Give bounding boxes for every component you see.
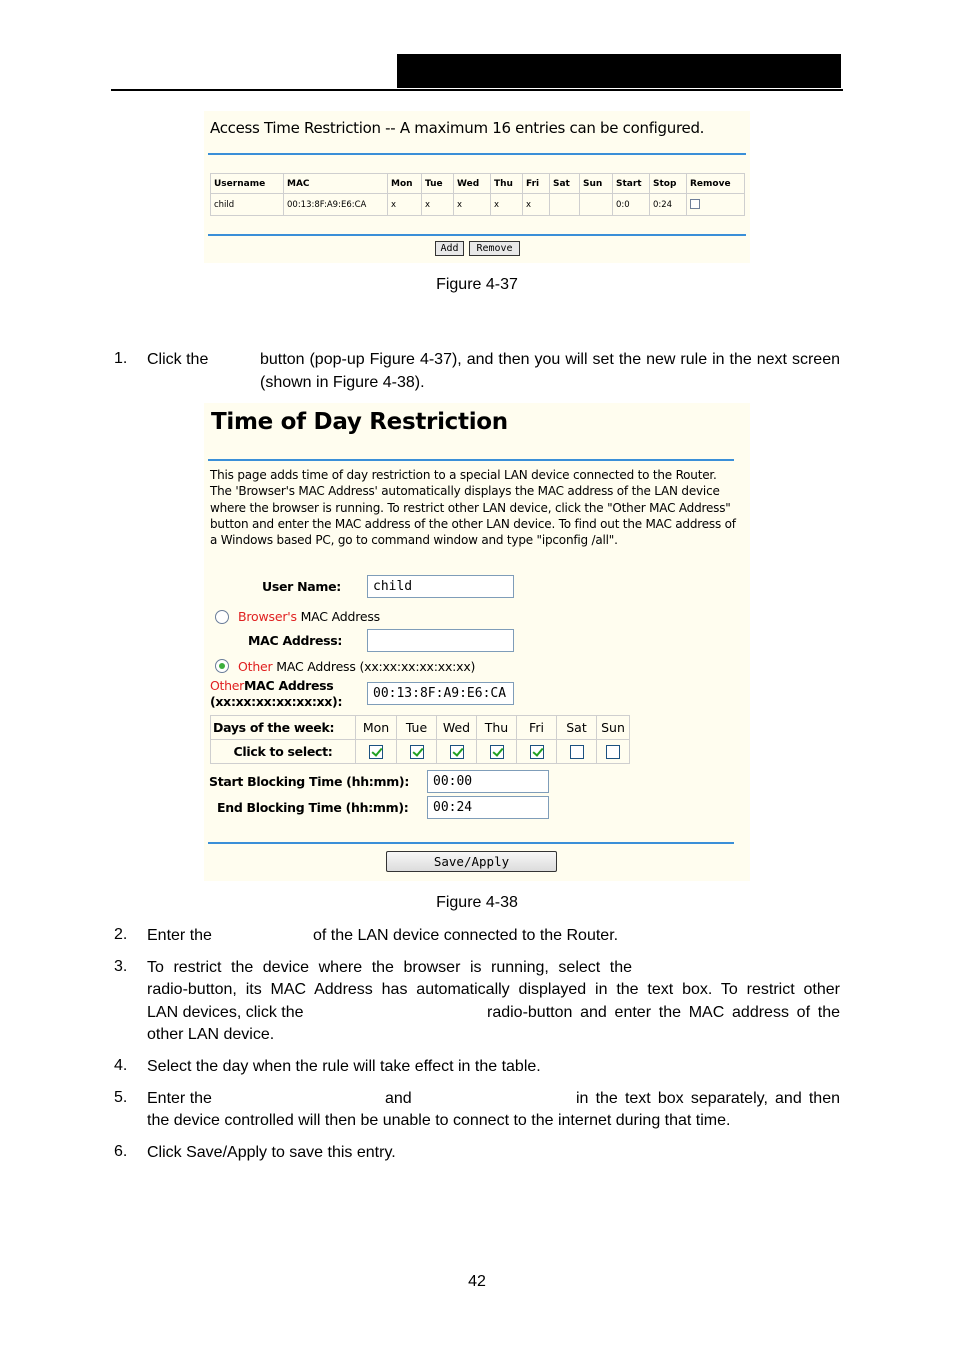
cell-fri: x [523, 194, 550, 216]
cell-wed: x [454, 194, 491, 216]
day-mon: Mon [356, 716, 397, 740]
days-label: Days of the week: [211, 716, 356, 740]
start-time-label: Start Blocking Time (hh:mm): [209, 774, 410, 789]
day-cell [557, 740, 597, 764]
step3-line4: other LAN device. [147, 1026, 275, 1043]
figure37-title: Access Time Restriction -- A maximum 16 entries can be configured. [210, 119, 705, 137]
user-name-label: User Name: [262, 579, 341, 594]
other-mac-label-red: Other [210, 678, 244, 693]
remove-checkbox[interactable] [690, 199, 700, 209]
start-time-input[interactable]: 00:00 [427, 770, 549, 793]
step3-line3a: LAN devices, click the [147, 1004, 304, 1021]
col-thu: Thu [491, 174, 523, 194]
tue-checkbox[interactable] [410, 745, 424, 759]
other-mac-label [210, 678, 342, 710]
step6-number: 6. [114, 1143, 128, 1160]
step5-b: and [385, 1090, 412, 1107]
day-cell [477, 740, 517, 764]
day-tue: Tue [397, 716, 437, 740]
wed-checkbox[interactable] [450, 745, 464, 759]
header-bar [397, 54, 841, 88]
figure38-title: Time of Day Restriction [211, 409, 508, 435]
step1-post: button (pop-up Figure 4-37), and then you will set the new rule in the next screen (shown in Figure 4-38). [260, 351, 840, 391]
figure-access-time-restriction [204, 111, 750, 263]
other-mac-label-line1: MAC Address [244, 678, 334, 693]
figure38-caption: Figure 4-38 [436, 894, 518, 911]
other-mac-input[interactable]: 00:13:8F:A9:E6:CA [367, 682, 514, 705]
days-checkbox-row [211, 740, 630, 764]
days-header-row [211, 716, 630, 740]
thu-checkbox[interactable] [490, 745, 504, 759]
figure-time-of-day-restriction [204, 403, 750, 881]
day-wed: Wed [437, 716, 477, 740]
step2-b: of the LAN device connected to the Router. [313, 927, 619, 944]
other-mac-option [238, 659, 475, 674]
save-apply-button[interactable]: Save/Apply [386, 851, 557, 872]
cell-mon: x [388, 194, 422, 216]
step1-pre: Click the [147, 351, 209, 368]
step4-text: Select the day when the rule will take effect in the table. [147, 1058, 541, 1075]
col-username: Username [211, 174, 284, 194]
day-cell [397, 740, 437, 764]
add-button[interactable]: Add [435, 241, 464, 256]
cell-mac: 00:13:8F:A9:E6:CA [284, 194, 388, 216]
browser-word: Browser's [238, 609, 297, 624]
table-header-row [211, 174, 745, 194]
step5-a: Enter the [147, 1090, 212, 1107]
cell-username: child [211, 194, 284, 216]
click-label: Click to select: [211, 740, 356, 764]
col-stop: Stop [650, 174, 687, 194]
mac-address-input[interactable] [367, 629, 514, 652]
col-sun: Sun [580, 174, 613, 194]
remove-button[interactable]: Remove [469, 241, 520, 256]
cell-start: 0:0 [613, 194, 650, 216]
col-remove: Remove [687, 174, 745, 194]
user-name-input[interactable]: child [367, 575, 514, 598]
col-start: Start [613, 174, 650, 194]
step3-number: 3. [114, 958, 128, 975]
step5-line2: the device controlled will then be unable to connect to the internet during that time. [147, 1112, 731, 1129]
mon-checkbox[interactable] [369, 745, 383, 759]
end-time-label: End Blocking Time (hh:mm): [217, 800, 409, 815]
other-mac-label-line2: (xx:xx:xx:xx:xx:xx): [210, 694, 343, 709]
cell-sun [580, 194, 613, 216]
day-thu: Thu [477, 716, 517, 740]
figure37-caption: Figure 4-37 [436, 276, 518, 293]
step1-number: 1. [114, 350, 128, 367]
end-time-input[interactable]: 00:24 [427, 796, 549, 819]
cell-thu: x [491, 194, 523, 216]
other-rest: MAC Address (xx:xx:xx:xx:xx:xx) [276, 659, 476, 674]
browser-rest: MAC Address [300, 609, 380, 624]
col-tue: Tue [422, 174, 454, 194]
page-number: 42 [468, 1273, 486, 1290]
day-fri: Fri [517, 716, 557, 740]
day-sat: Sat [557, 716, 597, 740]
step3-line2: radio-button, its MAC Address has automatically displayed in the text box. To restrict other [147, 981, 840, 998]
step5-c: in the text box separately, and then [576, 1090, 840, 1107]
cell-sat [550, 194, 580, 216]
divider [208, 842, 734, 844]
divider [208, 234, 746, 236]
browser-mac-option [238, 609, 380, 624]
restriction-table [210, 173, 745, 216]
divider [208, 459, 734, 461]
col-sat: Sat [550, 174, 580, 194]
other-mac-radio[interactable] [215, 659, 229, 673]
browser-mac-radio[interactable] [215, 610, 229, 624]
step3-line1: To restrict the device where the browser is running, select the [147, 959, 632, 976]
col-mac: MAC [284, 174, 388, 194]
table-row [211, 194, 745, 216]
cell-remove [687, 194, 745, 216]
step2-a: Enter the [147, 927, 212, 944]
header-rule [111, 89, 843, 91]
mac-address-label: MAC Address: [248, 633, 343, 648]
step3-line3b: radio-button and enter the MAC address of the [487, 1004, 840, 1021]
step1-post-line [260, 349, 840, 394]
days-table [210, 715, 630, 764]
fri-checkbox[interactable] [530, 745, 544, 759]
day-cell [597, 740, 630, 764]
day-cell [356, 740, 397, 764]
sun-checkbox[interactable] [606, 745, 620, 759]
divider [208, 153, 746, 155]
day-sun: Sun [597, 716, 630, 740]
sat-checkbox[interactable] [570, 745, 584, 759]
figure38-description: This page adds time of day restriction to a special LAN device connected to the Router. The 'Browser's MAC Address' automatically displays the MAC address of the LAN device where the browser is running. To restrict other LAN device, click the "Other MAC Address" button and enter the MAC address of the other LAN device. To find out the MAC address of a Windows based PC, go to command window and type "ipconfig /all". [210, 468, 736, 548]
col-fri: Fri [523, 174, 550, 194]
day-cell [517, 740, 557, 764]
step5-number: 5. [114, 1089, 128, 1106]
day-cell [437, 740, 477, 764]
col-wed: Wed [454, 174, 491, 194]
step4-number: 4. [114, 1057, 128, 1074]
cell-stop: 0:24 [650, 194, 687, 216]
other-word: Other [238, 659, 273, 674]
cell-tue: x [422, 194, 454, 216]
col-mon: Mon [388, 174, 422, 194]
step6-text: Click Save/Apply to save this entry. [147, 1144, 396, 1161]
step2-number: 2. [114, 926, 128, 943]
